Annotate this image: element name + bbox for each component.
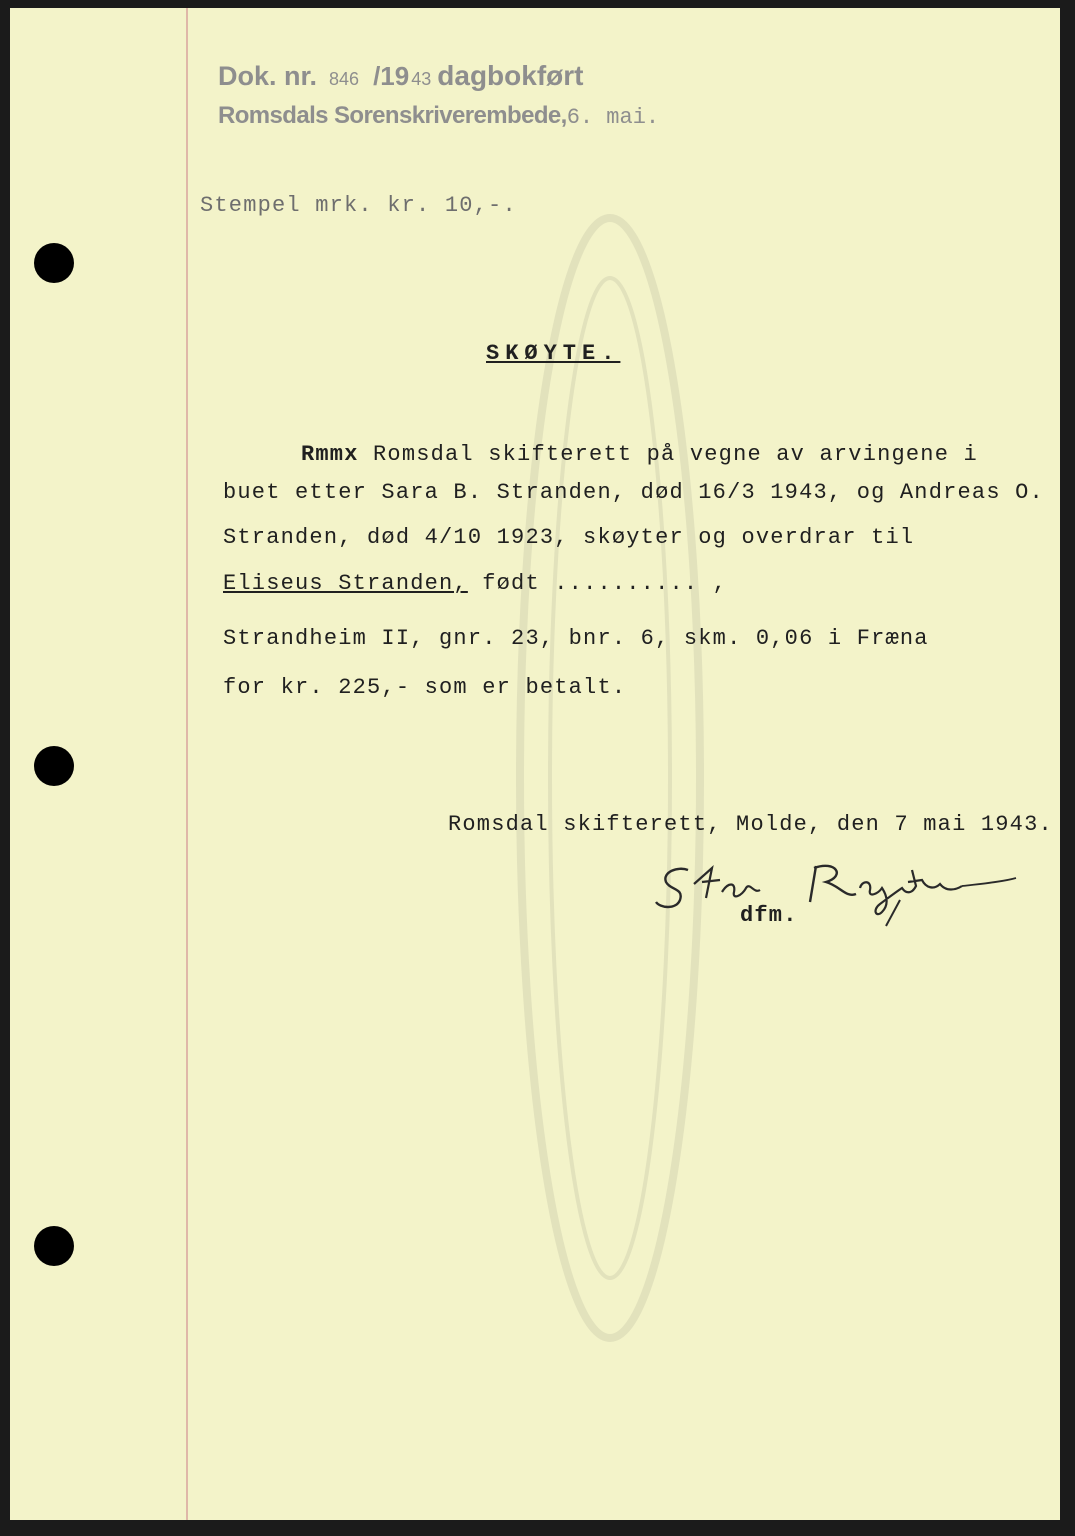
bleed-through-mark — [480, 148, 740, 1408]
body-line-2: buet etter Sara B. Stranden, død 16/3 1943, og Andreas O. — [223, 480, 1044, 505]
dok-label: Dok. nr. — [218, 61, 318, 91]
body-line-3: Stranden, død 4/10 1923, skøyter og overdrar til — [223, 525, 915, 550]
signature-image — [650, 848, 1020, 928]
signature-title: dfm. — [740, 903, 798, 928]
dok-number: 846 — [329, 69, 360, 89]
year-suffix: 43 — [411, 69, 432, 89]
margin-line — [186, 8, 188, 1520]
document-number-stamp — [218, 60, 583, 92]
punch-hole — [34, 746, 74, 786]
year-prefix: /19 — [373, 61, 410, 91]
office-stamp — [218, 102, 659, 130]
place-date-line: Romsdal skifterett, Molde, den 7 mai 1943. — [448, 812, 1053, 837]
document-page — [10, 8, 1060, 1520]
stamp-date: 6. mai. — [566, 105, 660, 130]
body-line-1-text: Romsdal skifterett på vegne av arvingene i — [373, 442, 978, 467]
stamp-fee-line: Stempel mrk. kr. 10,-. — [200, 193, 517, 218]
body-line-4 — [223, 571, 727, 596]
punch-hole — [34, 1226, 74, 1266]
punch-hole — [34, 243, 74, 283]
dagbokfort-label: dagbokført — [437, 60, 584, 91]
body-line-1 — [301, 442, 978, 467]
struck-word: Rmmx — [301, 442, 359, 467]
body-line-4-text: født .......... , — [482, 571, 728, 596]
body-line-5: Strandheim II, gnr. 23, bnr. 6, skm. 0,06 i Fræna — [223, 626, 929, 651]
document-title: SKØYTE. — [486, 341, 621, 366]
body-line-6: for kr. 225,- som er betalt. — [223, 675, 627, 700]
office-name: Romsdals Sorenskriverembede, — [218, 102, 567, 129]
buyer-name: Eliseus Stranden, — [223, 571, 468, 596]
